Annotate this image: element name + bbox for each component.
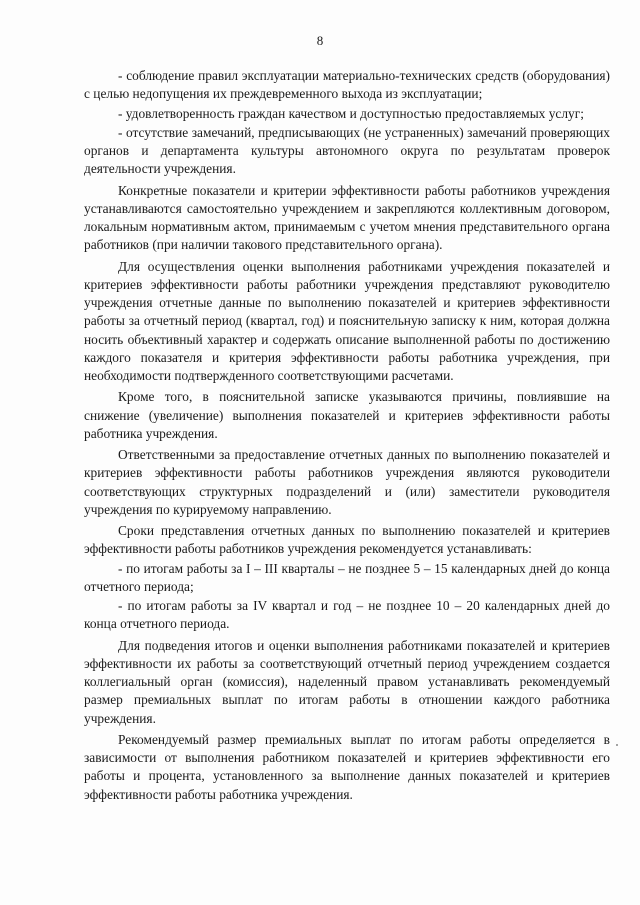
paragraph-deadline-quarters: - по итогам работы за I – III кварталы – не позднее 5 – 15 календарных дней до конца отчетного периода; <box>84 560 610 594</box>
document-body <box>84 67 610 807</box>
paragraph-evaluation-procedure: Для осуществления оценки выполнения работниками учреждения показателей и критериев эффективности работы работники учреждения представляют руководителю учреждения отчетные данные по выполнению показателей и критериев эффективности работы за отчетный период (квартал, год) и пояснительную записку к ним, которая должна носить объективный характер и содержать описание выполненной работы по достижению каждого показателя и критерия эффективности работы работника учреждения, при необходимости подтвержденного соответствующими расчетами. <box>84 258 610 383</box>
paragraph-deadline-year: - по итогам работы за IV квартал и год – не позднее 10 – 20 календарных дней до конца отчетного периода. <box>84 598 610 632</box>
scan-artifact <box>616 744 618 746</box>
paragraph-citizen-satisfaction: - удовлетворенность граждан качеством и доступностью предоставляемых услуг; <box>118 105 584 121</box>
paragraph-specific-indicators: Конкретные показатели и критерии эффективности работы работников учреждения устанавливаются самостоятельно учреждением и закрепляются коллективным договором, локальным нормативным актом, принимаемым с учетом мнения представительного органа работников (при наличии такового представительного органа). <box>84 182 610 253</box>
paragraph-submission-deadlines: Сроки представления отчетных данных по выполнению показателей и критериев эффективности работы работников учреждения рекомендуется устанавливать: <box>84 523 610 557</box>
paragraph-explanatory-note: Кроме того, в пояснительной записке указываются причины, повлиявшие на снижение (увеличение) выполнения показателей и критериев эффективности работы работника учреждения. <box>84 389 610 441</box>
paragraph-no-remarks: - отсутствие замечаний, предписывающих (не устраненных) замечаний проверяющих органов и департамента культуры автономного округа по результатам проверок деятельности учреждения. <box>84 124 610 177</box>
paragraph-commission: Для подведения итогов и оценки выполнения работниками показателей и критериев эффективности их работы за соответствующий отчетный период учреждением создается коллегиальный орган (комиссия), наделенный правом устанавливать рекомендуемый размер премиальных выплат по итогам работы в отношении каждого работника учреждения. <box>84 637 610 726</box>
page-number: 8 <box>316 33 324 48</box>
paragraph-responsible-persons: Ответственными за предоставление отчетных данных по выполнению показателей и критериев эффективности работы работников учреждения являются руководители соответствующих структурных подразделений и (или) заместители руководителя учреждения по курируемому направлению. <box>84 447 610 517</box>
paragraph-bonus-size: Рекомендуемый размер премиальных выплат по итогам работы определяется в зависимости от выполнения работником показателей и критериев эффективности его работы и процента, установленного за выполнение данных показателей и критериев эффективности работы работника учреждения. <box>84 731 610 802</box>
paragraph-equipment-maintenance: - соблюдение правил эксплуатации материально-технических средств (оборудования) с целью недопущения их преждевременного выхода из эксплуатации; <box>84 68 610 102</box>
